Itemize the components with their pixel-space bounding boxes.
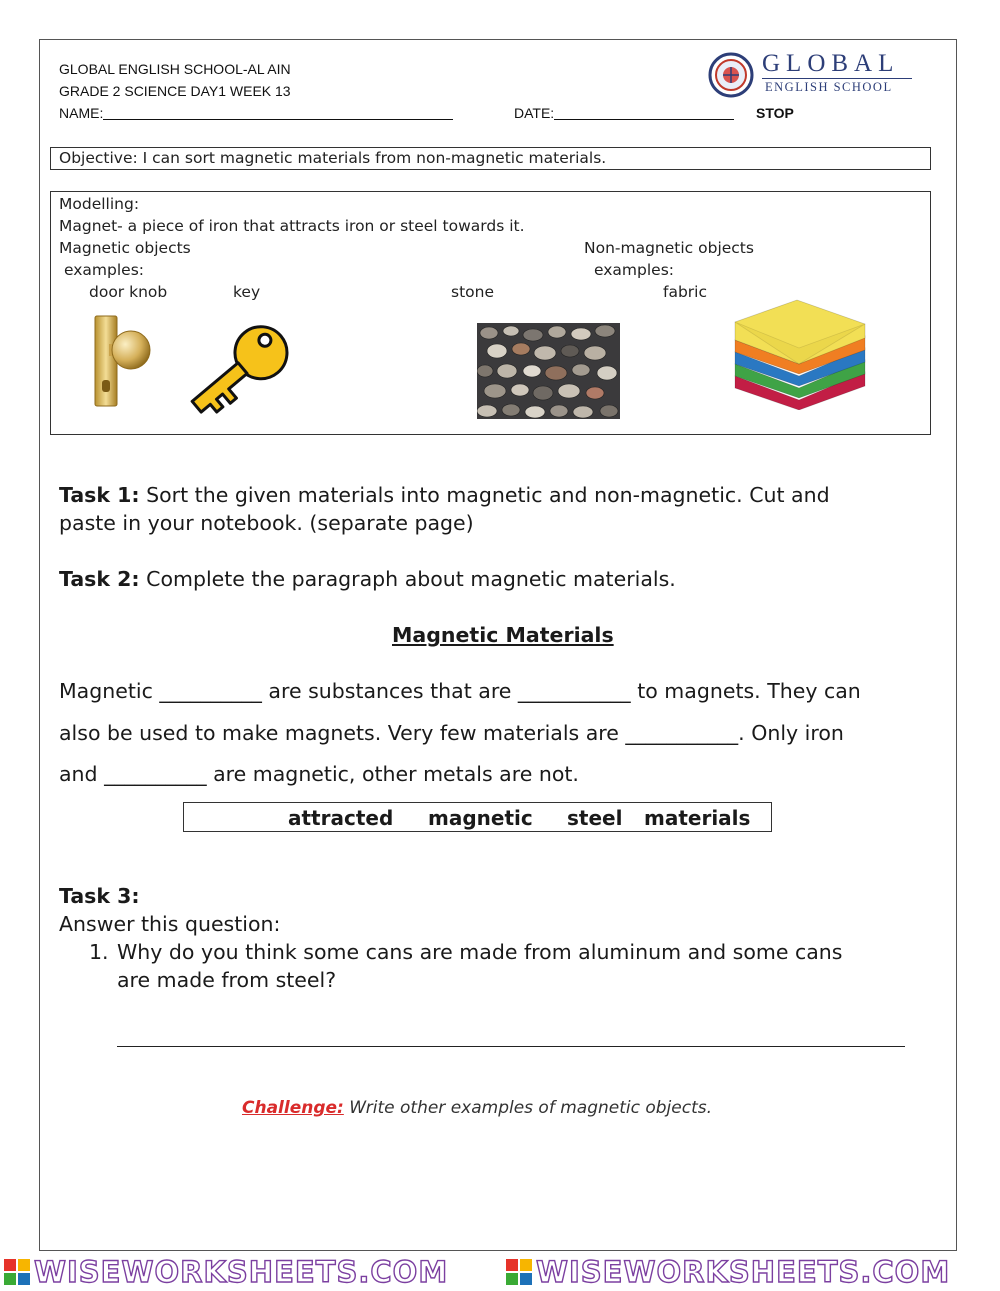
task1-label: Task 1: — [59, 483, 140, 507]
wiseworksheets-logo-icon-2 — [506, 1259, 532, 1285]
name-row — [59, 105, 453, 121]
example-door-knob: door knob — [89, 283, 168, 301]
footer-watermark — [0, 1253, 1000, 1291]
paragraph-line3: and __________ are magnetic, other metals are not. — [59, 762, 579, 786]
name-label: NAME: — [59, 105, 104, 121]
door-knob-icon — [89, 310, 159, 410]
word-magnetic: magnetic — [428, 806, 533, 830]
example-key: key — [233, 283, 261, 301]
question-line2: are made from steel? — [117, 968, 337, 992]
wiseworksheets-logo-icon — [4, 1259, 30, 1285]
word-bank — [183, 802, 772, 832]
date-blank[interactable] — [554, 105, 734, 120]
question-number: 1. — [89, 940, 109, 964]
task1-line2: paste in your notebook. (separate page) — [59, 511, 474, 535]
challenge-line — [242, 1098, 712, 1118]
task1-text: Sort the given materials into magnetic and non-magnetic. Cut and — [139, 483, 830, 507]
school-seal-icon — [708, 52, 754, 98]
nonmagnetic-examples-label: examples: — [594, 261, 675, 279]
grade-line: GRADE 2 SCIENCE DAY1 WEEK 13 — [59, 83, 291, 99]
task1-line1 — [59, 483, 830, 507]
magnetic-examples-label: examples: — [64, 261, 145, 279]
footer-brand-2: WISEWORKSHEETS.COM — [536, 1255, 951, 1289]
word-attracted: attracted — [288, 806, 394, 830]
magnetic-heading: Magnetic objects — [59, 239, 191, 257]
stones-icon — [477, 323, 620, 419]
magnet-definition: Magnet- a piece of iron that attracts iron or steel towards it. — [59, 217, 525, 235]
fabric-icon — [727, 290, 872, 410]
date-row — [514, 105, 734, 121]
date-label: DATE: — [514, 105, 555, 121]
modelling-box — [50, 191, 931, 435]
task2-line — [59, 567, 676, 591]
task2-label: Task 2: — [59, 567, 140, 591]
paragraph-line2: also be used to make magnets. Very few materials are ___________. Only iron — [59, 721, 844, 745]
logo-subtitle: ENGLISH SCHOOL — [765, 80, 893, 94]
question-line1: Why do you think some cans are made from aluminum and some cans — [117, 940, 843, 964]
challenge-text: Write other examples of magnetic objects. — [343, 1098, 712, 1118]
task3-instruction: Answer this question: — [59, 912, 281, 936]
example-stone: stone — [451, 283, 494, 301]
school-name: GLOBAL ENGLISH SCHOOL-AL AIN — [59, 61, 291, 77]
magnetic-materials-heading: Magnetic Materials — [392, 623, 614, 647]
paragraph-line1: Magnetic __________ are substances that are ___________ to magnets. They can — [59, 679, 861, 703]
task2-text: Complete the paragraph about magnetic materials. — [139, 567, 676, 591]
nonmagnetic-heading: Non-magnetic objects — [584, 239, 754, 257]
name-blank[interactable] — [103, 105, 453, 120]
objective-box — [50, 147, 931, 170]
logo-rule — [762, 78, 912, 79]
task3-label: Task 3: — [59, 884, 140, 908]
stop-label: STOP — [756, 105, 794, 121]
example-fabric: fabric — [663, 283, 707, 301]
answer-line[interactable] — [117, 1046, 905, 1047]
word-steel: steel — [567, 806, 623, 830]
logo-title: GLOBAL — [762, 50, 900, 77]
word-materials: materials — [644, 806, 751, 830]
school-logo — [708, 50, 918, 100]
objective-text: Objective: I can sort magnetic materials from non-magnetic materials. — [59, 149, 607, 167]
footer-brand-1: WISEWORKSHEETS.COM — [34, 1255, 449, 1289]
challenge-label: Challenge: — [242, 1098, 344, 1118]
modelling-title: Modelling: — [59, 195, 140, 213]
key-icon — [176, 315, 301, 430]
